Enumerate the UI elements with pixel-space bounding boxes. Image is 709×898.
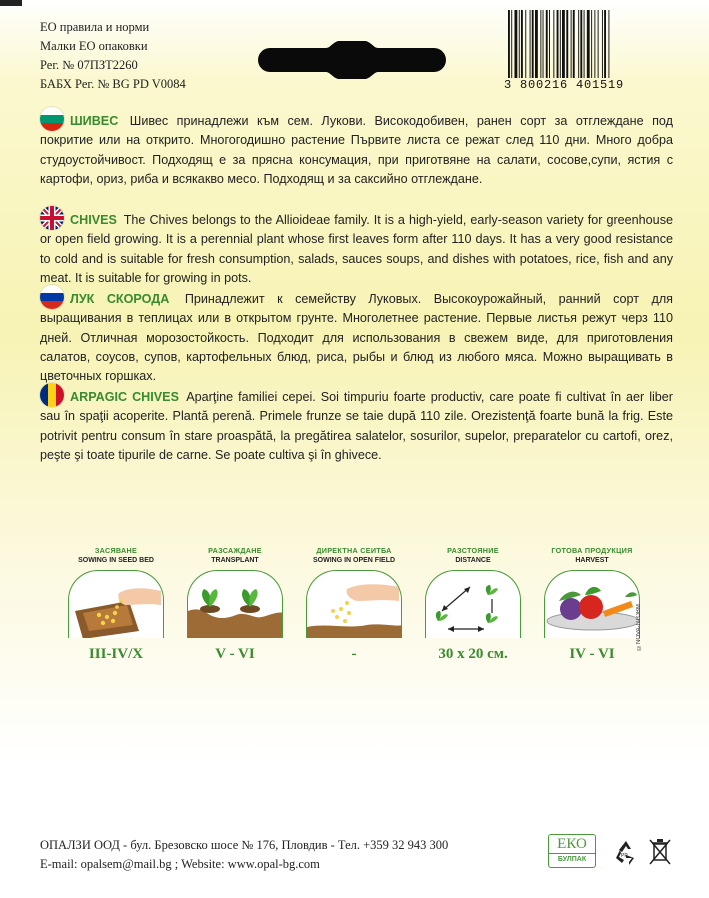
barcode-bar xyxy=(608,10,609,78)
section-heading: ARPAGIC CHIVES xyxy=(70,390,179,404)
icon-title-bg: РАЗСТОЯНИЕ xyxy=(447,546,499,555)
barcode-bar xyxy=(532,10,534,78)
section-heading: CHIVES xyxy=(70,213,117,227)
distance-icon xyxy=(425,570,521,638)
eko-logo-top: ЕКО xyxy=(557,836,587,852)
barcode-bar xyxy=(511,10,512,78)
icon-value: 30 x 20 см. xyxy=(438,646,508,662)
icon-title-en: SOWING IN OPEN FIELD xyxy=(312,557,396,564)
footer xyxy=(40,836,448,874)
barcode-bar xyxy=(598,10,599,78)
barcode-bar xyxy=(591,10,592,78)
side-note: ©NOVA-ПТОВМ xyxy=(636,604,642,650)
corner-mark xyxy=(0,0,22,6)
registration-block xyxy=(40,18,186,94)
barcode-bar xyxy=(578,10,579,78)
barcode-bar xyxy=(573,10,575,78)
barcode-bar xyxy=(566,10,568,78)
icon-transplant xyxy=(185,546,285,663)
icon-title-bg: ГОТОВА ПРОДУКЦИЯ xyxy=(551,546,633,555)
barcode-bar xyxy=(540,10,541,78)
svg-text:PP: PP xyxy=(621,853,628,859)
eko-bulpak-logo xyxy=(548,834,596,868)
eco-logos xyxy=(548,834,678,870)
icon-title-en: DISTANCE xyxy=(455,557,491,564)
section-text: Принадлежит к семейству Луковых. Высокоурожайный, ранний сорт для выращивания в теплицах или в открытом грунте. Многолетнее растение. Первые листья режут черз 110 дней. Отличная морозостойкость. Подходит для использования в свежем виде, для приготовления салатов, соусов, супов, картофельных блюд, риса, рыбы и блюд из любого мяса. Можно выращивать в цветочных горшках. xyxy=(40,292,674,384)
romania-flag-icon xyxy=(40,383,64,407)
barcode-bar xyxy=(562,10,565,78)
footer-address: ОПАЛЗИ ООД - бул. Брезовско шосе № 176, Пловдив - Тел. +359 32 943 300 xyxy=(40,838,449,852)
icon-value: III-IV/X xyxy=(88,646,144,662)
section-text: Aparţine familiei cepei. Soi timpuriu foarte productiv, care poate fi cultivat în aer liber sau în spaţii acoperite. Plantă perenă. Primele frunze se taie după 110 zile. Orezistenţă foarte bună la frig. Este potrivit pentru consum în stare proaspătă, la pregătirea salatelor, sosurilor, supelor, preparatelor cu cartofi, orez, peşte şi toate tipurile de carne. Se poate cultiva şi în ghivece. xyxy=(40,390,673,462)
icon-title-bg: ДИРЕКТНА СЕИТБА xyxy=(316,546,392,555)
barcode-bar xyxy=(514,10,517,78)
barcode-bar xyxy=(546,10,548,78)
icon-sowing-seed-bed xyxy=(66,546,166,663)
icon-value: IV - VI xyxy=(569,646,615,662)
barcode-bars xyxy=(508,10,620,78)
bulgaria-flag-icon xyxy=(40,107,64,131)
harvest-icon xyxy=(544,570,640,638)
section-heading: ШИВЕС xyxy=(70,114,119,128)
icon-value: - xyxy=(351,646,357,662)
icon-title-en: SOWING IN SEED BED xyxy=(78,557,154,564)
barcode-bar xyxy=(549,10,550,78)
icon-title-bg: РАЗСАЖДАНЕ xyxy=(208,546,262,555)
registration-line: БАБХ Рег. № BG PD V0084 xyxy=(40,77,186,91)
barcode-bar xyxy=(508,10,510,78)
cultivation-icons xyxy=(70,546,650,666)
russia-flag-icon xyxy=(40,285,64,309)
eko-logo-bottom: БУЛПАК xyxy=(549,853,595,866)
uk-flag-icon xyxy=(40,206,64,230)
recycle-icon xyxy=(612,838,640,866)
barcode-bar xyxy=(571,10,572,78)
section-russian xyxy=(40,285,673,386)
barcode-bar xyxy=(587,10,590,78)
barcode-bar xyxy=(560,10,561,78)
section-romanian xyxy=(40,383,673,465)
icon-title-bg: ЗАСЯВАНЕ xyxy=(94,546,138,555)
crossed-bin-icon xyxy=(648,836,672,866)
section-text: The Chives belongs to the Allioideae family. It is a high-yield, early-season variety for greenhouse or open field growing. It is a perennial plant whose first leaves form after 110 days. It has a very good resistance to cold and is suitable for fresh consumption, salads, sauces soups, and dishes with potatoes, rice, fish and any meat. It is suitable for growing in pots. xyxy=(40,213,673,285)
barcode-bar xyxy=(602,10,603,78)
section-english xyxy=(40,206,673,288)
barcode-bar xyxy=(584,10,585,78)
icon-harvest xyxy=(542,546,642,663)
icon-distance xyxy=(423,546,523,663)
hanging-slot xyxy=(256,40,448,80)
barcode-bar xyxy=(521,10,523,78)
barcode xyxy=(494,10,634,92)
registration-line: ЕО правила и норми xyxy=(40,20,150,34)
barcode-bar xyxy=(535,10,538,78)
section-text: Шивес принадлежи към сем. Лукови. Високодобивен, ранен сорт за отглеждане под покритие или на открито. Многогодишно растение Първите листа се режат след 110 дни. Много добра студоустойчивост. Подходящ е за прясна консумация, при приготвяне на салати, сосове,супи, ястия с картофи, ориз, риба и всякакво месо. Подходящ и за саксийно отглеждане. xyxy=(40,114,673,186)
barcode-bar xyxy=(519,10,520,78)
barcode-bar xyxy=(594,10,595,78)
barcode-bar xyxy=(543,10,544,78)
barcode-number: 3 800216 401519 xyxy=(503,78,625,92)
sowing-seed-bed-icon xyxy=(68,570,164,638)
icon-title-en: HARVEST xyxy=(575,557,609,564)
barcode-bar xyxy=(604,10,606,78)
registration-line: Малки ЕО опаковки xyxy=(40,39,148,53)
barcode-bar xyxy=(557,10,559,78)
transplant-icon xyxy=(187,570,283,638)
section-bulgarian xyxy=(40,107,673,189)
registration-line: Рег. № 07ПЗТ2260 xyxy=(40,58,138,72)
barcode-bar xyxy=(525,10,526,78)
icon-value: V - VI xyxy=(215,646,255,662)
barcode-bar xyxy=(553,10,554,78)
barcode-bar xyxy=(530,10,531,78)
section-heading: ЛУК СКОРОДА xyxy=(70,292,170,306)
icon-title-en: TRANSPLANT xyxy=(211,557,259,564)
icon-sowing-open-field xyxy=(304,546,404,663)
sowing-open-field-icon xyxy=(306,570,402,638)
footer-contacts: E-mail: opalsem@mail.bg ; Website: www.opal-bg.com xyxy=(40,857,320,871)
barcode-bar xyxy=(580,10,582,78)
